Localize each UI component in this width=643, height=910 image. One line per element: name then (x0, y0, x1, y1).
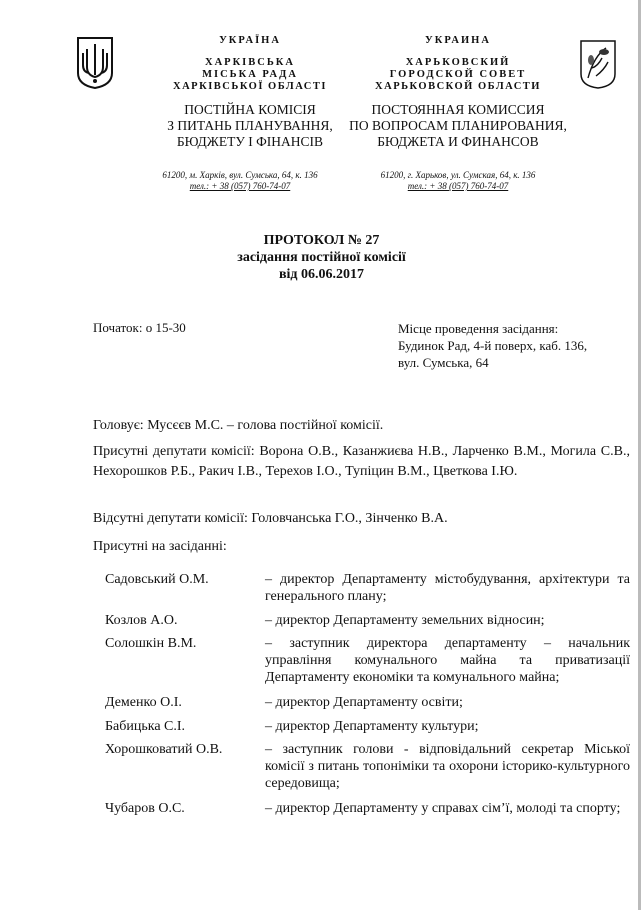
meeting-place-building: Будинок Рад, 4-й поверх, каб. 136, (398, 338, 588, 353)
attendee-role: – директор Департаменту освіти; (265, 695, 463, 710)
attendee-role: – заступник директора департаменту – начальник управління комунального майна та приватизації Департаменту економіки та комунального майна; (265, 636, 630, 685)
kharkiv-city-emblem-icon (578, 38, 618, 90)
meeting-place-label: Місце проведення засідання: (398, 321, 559, 336)
present-deputies: Присутні депутати комісії: Ворона О.В., Казанжиєва Н.В., Ларченко В.М., Могила С.В., Нехорошков Р.Б., Ракич І.В., Терехов І.О., Тупіцин В.М., Цветкова І.Ю. (93, 444, 630, 479)
header-right-phone: тел.: + 38 (057) 760-74-07 (407, 181, 509, 191)
attendee-role: – директор Департаменту у справах сім’ї, молоді та спорту; (265, 801, 621, 816)
scan-edge (638, 0, 641, 910)
attendee-name: Хорошковатий О.В. (105, 742, 223, 757)
header-right-council-3: ХАРЬКОВСКОЙ ОБЛАСТИ (375, 81, 541, 92)
header-left-council-2: МІСЬКА РАДА (202, 69, 298, 80)
header-right-address-line: 61200, г. Харьков, ул. Сумская, 64, к. 136 (380, 170, 536, 180)
protocol-subtitle: засідання постійної комісії (237, 250, 406, 265)
attendee-name: Чубаров О.С. (105, 801, 185, 816)
header-left-commission-2: З ПИТАНЬ ПЛАНУВАННЯ, (167, 118, 333, 133)
attendee-role: – директор Департаменту земельних відносин; (265, 613, 545, 628)
header-right-council-1: ХАРЬКОВСКИЙ (405, 57, 511, 68)
coat-of-arms-trident-icon (75, 35, 115, 90)
header-left-phone: тел.: + 38 (057) 760-74-07 (189, 181, 291, 191)
present-heading: Присутні на засіданні: (93, 539, 227, 554)
header-left-council-3: ХАРКІВСЬКОЇ ОБЛАСТІ (173, 81, 327, 92)
header-left-country: УКРАЇНА (219, 35, 281, 46)
header-right-council-2: ГОРОДСКОЙ СОВЕТ (389, 69, 527, 80)
attendee-role: – директор Департаменту культури; (265, 719, 479, 734)
protocol-date: від 06.06.2017 (278, 267, 365, 282)
header-left-address (140, 170, 340, 192)
absent-deputies: Відсутні депутати комісії: Головчанська Г.О., Зінченко В.А. (93, 511, 448, 526)
attendee-name: Деменко О.І. (105, 695, 182, 710)
chair-line: Головує: Мусєєв М.С. – голова постійної комісії. (93, 418, 384, 433)
header-left-council-1: ХАРКІВСЬКА (204, 57, 295, 68)
attendee-role: – заступник голови - відповідальний секретар Міської комісії з питань топоніміки та охорони історико-культурного середовища; (265, 742, 630, 791)
header-left-address-line: 61200, м. Харків, вул. Сумська, 64, к. 136 (162, 170, 318, 180)
meeting-place (398, 320, 628, 371)
header-right-commission-3: БЮДЖЕТА И ФИНАНСОВ (377, 134, 539, 149)
meeting-place-street: вул. Сумська, 64 (398, 355, 489, 370)
header-right-country: УКРАИНА (425, 35, 491, 46)
header-right-commission-1: ПОСТОЯННАЯ КОМИССИЯ (371, 102, 545, 117)
header-right-commission-2: ПО ВОПРОСАМ ПЛАНИРОВАНИЯ, (349, 118, 567, 133)
attendee-role: – директор Департаменту містобудування, архітектури та генерального плану; (265, 572, 630, 604)
meeting-start: Початок: о 15-30 (93, 320, 186, 335)
protocol-title: ПРОТОКОЛ № 27 (263, 233, 380, 248)
attendee-name: Козлов А.О. (105, 613, 178, 628)
attendee-name: Солошкін В.М. (105, 636, 197, 651)
header-left-commission-1: ПОСТІЙНА КОМІСІЯ (184, 102, 316, 117)
attendee-name: Садовський О.М. (105, 572, 209, 587)
header-right-address (358, 170, 558, 192)
attendee-name: Бабицька С.І. (105, 719, 186, 734)
header-left-commission-3: БЮДЖЕТУ І ФІНАНСІВ (176, 134, 324, 149)
